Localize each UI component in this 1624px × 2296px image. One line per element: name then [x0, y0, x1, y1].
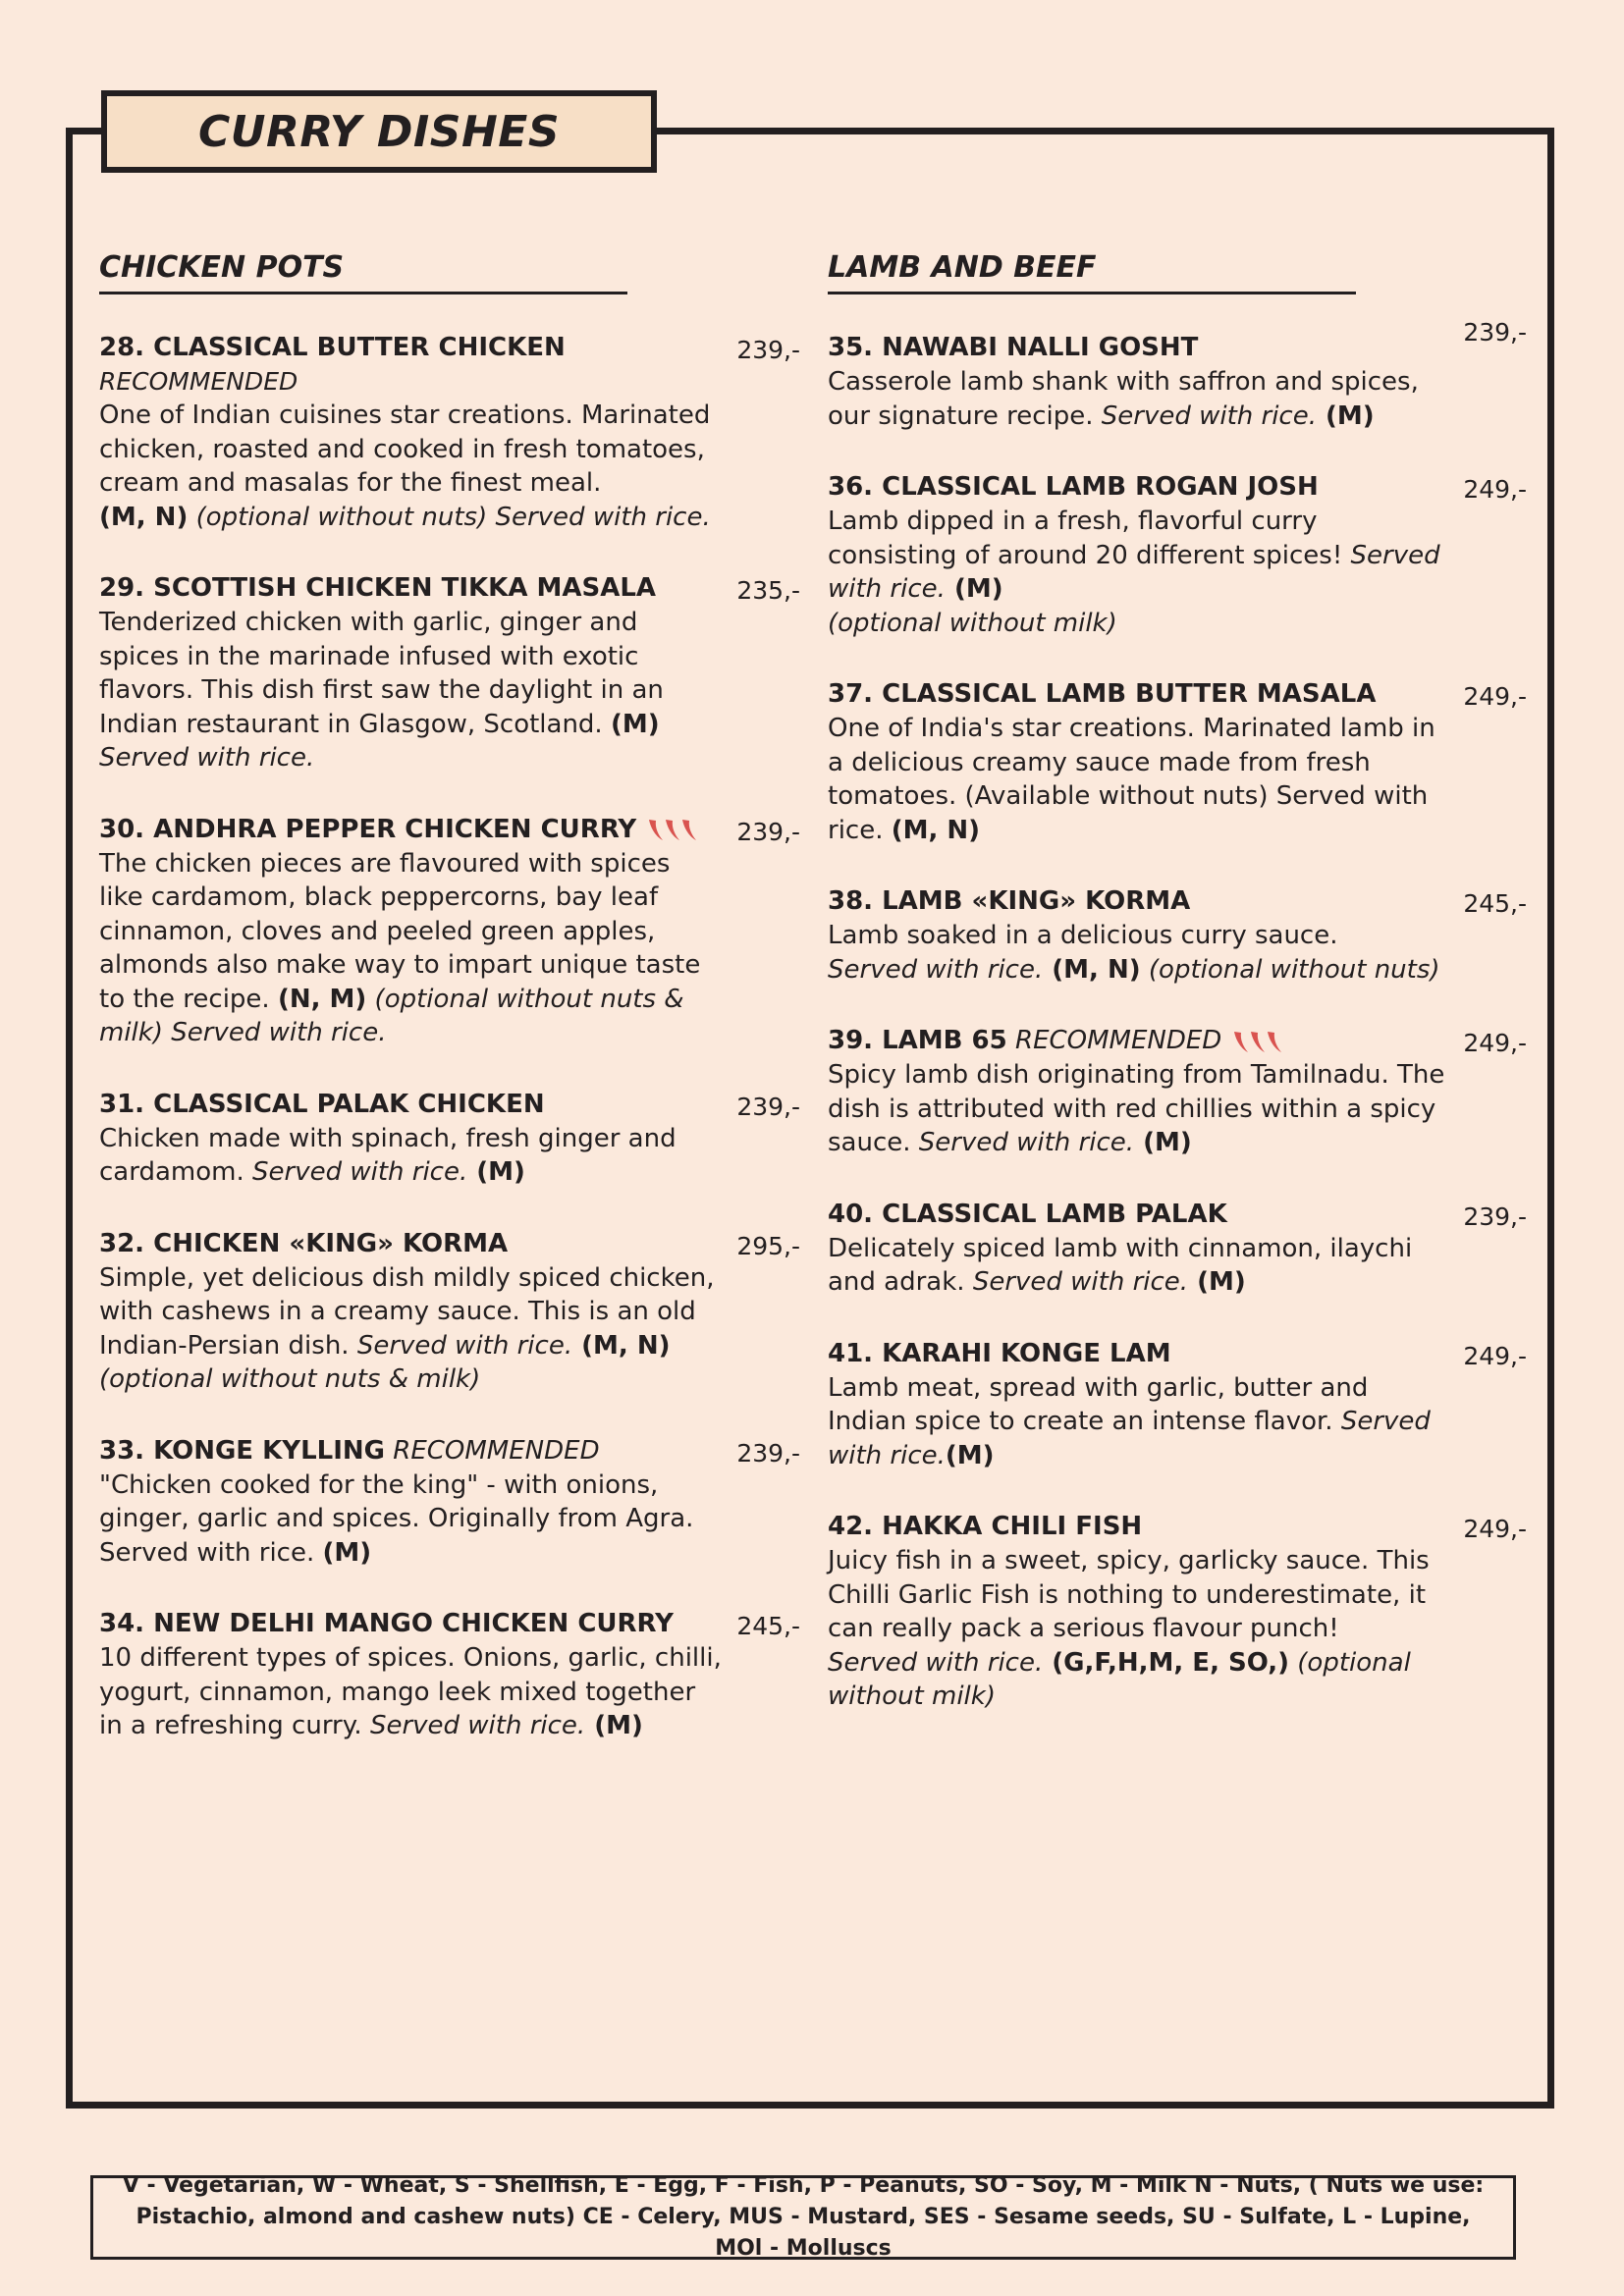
menu-item	[828, 1336, 1527, 1473]
dish-price: 249,-	[1463, 1341, 1527, 1370]
menu-item	[99, 1087, 800, 1190]
dish-description: Simple, yet delicious dish mildly spiced chicken, with cashews in a creamy sauce. This is an old Indian-Persian dish. Served with rice. (M, N) (optional without nuts & milk)	[99, 1262, 715, 1394]
dish-name-row	[828, 1023, 1448, 1058]
menu-item	[828, 1023, 1527, 1160]
dish-price: 245,-	[736, 1612, 800, 1640]
allergen-legend	[90, 2175, 1516, 2260]
dish-name: 42. HAKKA CHILI FISH	[828, 1512, 1143, 1541]
dish-name: 28. CLASSICAL BUTTER CHICKEN	[99, 333, 566, 362]
dish-name: 35. NAWABI NALLI GOSHT	[828, 333, 1199, 362]
dish-name: 40. CLASSICAL LAMB PALAK	[828, 1199, 1227, 1229]
dish-name: 33. KONGE KYLLING	[99, 1435, 385, 1466]
dish-price: 249,-	[1463, 682, 1527, 711]
dish-name: 29. SCOTTISH CHICKEN TIKKA MASALA	[99, 573, 657, 603]
dish-price: 239,-	[736, 1092, 800, 1121]
menu-item	[828, 883, 1527, 987]
dish-price: 249,-	[1463, 1515, 1527, 1543]
dish-name: 32. CHICKEN «KING» KORMA	[99, 1228, 509, 1258]
chili-icon	[646, 817, 699, 842]
dish-description: Lamb dipped in a fresh, flavorful curry consisting of around 20 different spices! Served with rice. (M) (optional without milk)	[828, 507, 1440, 638]
dish-description: "Chicken cooked for the king" - with onions, ginger, garlic and spices. Originally from Agra. Served with rice. (M)	[99, 1469, 694, 1568]
left-column	[99, 250, 800, 1780]
dish-description: Lamb soaked in a delicious curry sauce. Served with rice. (M, N) (optional without nuts)	[828, 921, 1440, 985]
page-title: CURRY DISHES	[197, 106, 561, 157]
menu-item	[99, 812, 800, 1050]
menu-item	[828, 1197, 1527, 1300]
dish-name: 39. LAMB 65	[828, 1026, 1007, 1055]
dish-description: Chicken made with spinach, fresh ginger and cardamom. Served with rice. (M)	[99, 1123, 677, 1187]
dish-name: 31. CLASSICAL PALAK CHICKEN	[99, 1089, 545, 1119]
menu-item	[99, 1226, 800, 1397]
menu-item	[99, 1433, 800, 1571]
dish-description: Delicately spiced lamb with cinnamon, ilaychi and adrak. Served with rice. (M)	[828, 1233, 1413, 1297]
dish-price: 239,-	[1463, 318, 1527, 347]
dish-name: 30. ANDHRA PEPPER CHICKEN CURRY	[99, 814, 637, 844]
dish-name: 36. CLASSICAL LAMB ROGAN JOSH	[828, 472, 1319, 502]
dish-description: Spicy lamb dish originating from Tamilnadu. The dish is attributed with red chillies within a spicy sauce. Served with rice. (M)	[828, 1060, 1445, 1157]
menu-item	[828, 676, 1527, 847]
menu-item	[828, 318, 1527, 433]
dish-price: 239,-	[736, 817, 800, 846]
menu-item	[828, 1509, 1527, 1714]
dish-description: 10 different types of spices. Onions, garlic, chilli, yogurt, cinnamon, mango leek mixed together in a refreshing curry. Served with rice. (M)	[99, 1643, 722, 1740]
dish-description: Lamb meat, spread with garlic, butter and Indian spice to create an intense flavor. Served with rice.(M)	[828, 1372, 1431, 1470]
allergen-legend-text: V - Vegetarian, W - Wheat, S - Shellfish, E - Egg, F - Fish, P - Peanuts, SO - Soy, M - Milk N - Nuts, ( Nuts we use: Pistachio, almond and cashew nuts) CE - Celery, MUS - Mustard, SES - Sesame seeds, SU - Sulfate, L - Lupine, MOl - Molluscs	[122, 2173, 1485, 2261]
menu-item	[99, 570, 800, 775]
dish-name-row	[99, 812, 722, 847]
dish-price: 295,-	[736, 1231, 800, 1260]
dish-name: 38. LAMB «KING» KORMA	[828, 886, 1191, 916]
dish-description: The chicken pieces are flavoured with spices like cardamom, black peppercorns, bay leaf cinnamon, cloves and peeled green apples, almonds also make way to impart unique taste to the recipe. (N, M) (optional without nuts & milk) Served with rice.	[99, 848, 701, 1047]
section-title: CHICKEN POTS	[99, 250, 627, 294]
dish-price: 239,-	[1463, 1201, 1527, 1231]
recommended-label: RECOMMENDED	[385, 1435, 600, 1466]
dish-price: 245,-	[1463, 889, 1527, 918]
dish-description: One of India's star creations. Marinated lamb in a delicious creamy sauce made from fresh tomatoes. (Available without nuts) Served with rice. (M, N)	[828, 714, 1435, 845]
menu-item	[99, 1606, 800, 1743]
dish-price: 249,-	[1463, 475, 1527, 504]
recommended-label: RECOMMENDED	[1006, 1026, 1222, 1055]
dish-name: 37. CLASSICAL LAMB BUTTER MASALA	[828, 679, 1377, 709]
dish-name: 41. KARAHI KONGE LAM	[828, 1338, 1171, 1368]
dish-price: 239,-	[736, 336, 800, 364]
dish-price: 249,-	[1463, 1029, 1527, 1057]
title-box	[101, 90, 657, 173]
section-title: LAMB AND BEEF	[828, 250, 1356, 294]
dish-description: Tenderized chicken with garlic, ginger and spices in the marinade infused with exotic flavors. This dish first saw the daylight in an Indian restaurant in Glasgow, Scotland. (M) Served with rice.	[99, 608, 664, 773]
menu-item	[828, 469, 1527, 640]
dish-description: Juicy fish in a sweet, spicy, garlicky sauce. This Chilli Garlic Fish is nothing to underestimate, it can really pack a serious flavour punch! Served with rice. (G,F,H,M, E, SO,) (optional without milk)	[828, 1546, 1430, 1711]
recommended-label: RECOMMENDED	[99, 367, 298, 396]
dish-name-row	[99, 1433, 722, 1468]
dish-description: Casserole lamb shank with saffron and spices, our signature recipe. Served with rice. (M)	[828, 367, 1419, 431]
menu-item	[99, 330, 800, 534]
right-column	[828, 250, 1527, 1750]
dish-name: 34. NEW DELHI MANGO CHICKEN CURRY	[99, 1609, 674, 1638]
dish-description: One of Indian cuisines star creations. Marinated chicken, roasted and cooked in fresh tomatoes, cream and masalas for the finest meal. (M, N) (optional without nuts) Served with rice.	[99, 400, 711, 532]
dish-price: 239,-	[736, 1438, 800, 1468]
chili-icon	[1231, 1029, 1284, 1054]
dish-price: 235,-	[736, 576, 800, 605]
